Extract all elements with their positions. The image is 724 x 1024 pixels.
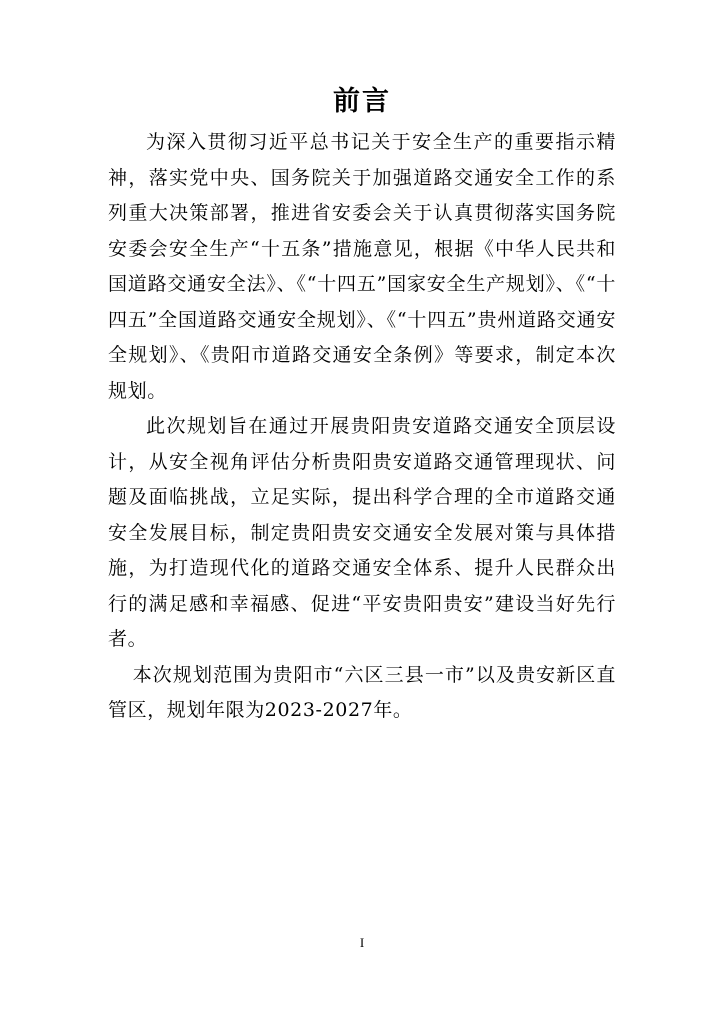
paragraph-scope: 本次规划范围为贵阳市“六区三县一市”以及贵安新区直管区，规划年限为2023-2027年。 (108, 663, 616, 721)
page-number: I (359, 935, 365, 950)
page-title: 前言 (333, 86, 391, 117)
paragraph-objective: 此次规划旨在通过开展贵阳贵安道路交通安全顶层设计，从安全视角评估分析贵阳贵安道路交通管理现状、问题及面临挑战，立足实际，提出科学合理的全市道路交通安全发展目标，制定贵阳贵安交通安全发展对策与具体措施，为打造现代化的道路交通安全体系、提升人民群众出行的满足感和幸福感、促进“平安贵阳贵安”建设当好先行者。 (108, 415, 616, 650)
paragraph-purpose: 为深入贯彻习近平总书记关于安全生产的重要指示精神，落实党中央、国务院关于加强道路交通安全工作的系列重大决策部署，推进省安委会关于认真贯彻落实国务院安委会安全生产“十五条”措施意见，根据《中华人民共和国道路交通安全法》、《“十四五”国家安全生产规划》、《“十四五”全国道路交通安全规划》、《“十四五”贵州道路交通安全规划》、《贵阳市道路交通安全条例》等要求，制定本次规划。 (108, 131, 616, 402)
document-body (108, 125, 616, 729)
